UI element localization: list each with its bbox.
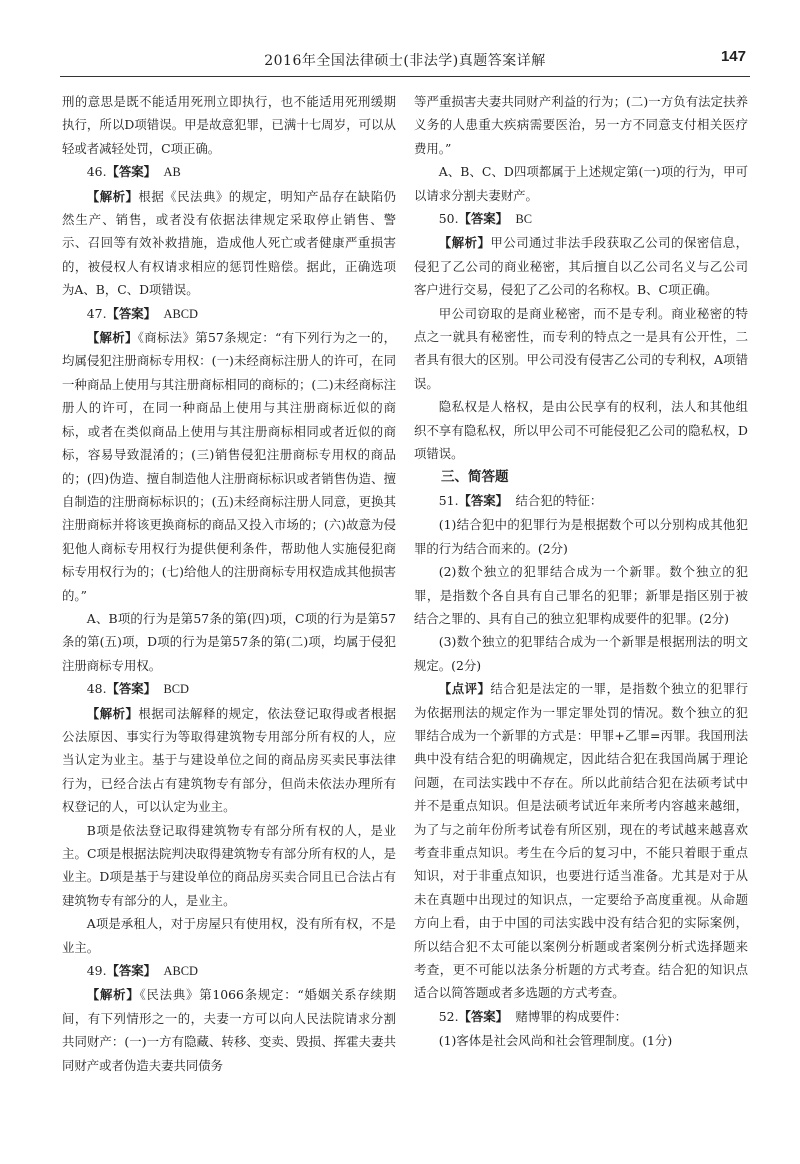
q49-number: 49. xyxy=(86,963,107,979)
q50-answer-line xyxy=(414,207,748,231)
q46-answer-line xyxy=(62,160,396,184)
answer-label: 【答案】 xyxy=(106,305,157,321)
analysis-label: 【解析】 xyxy=(86,705,139,721)
answer-label: 【答案】 xyxy=(106,963,157,979)
page-number: 147 xyxy=(720,48,746,65)
answer-label: 【答案】 xyxy=(106,681,157,697)
q45-continuation: 刑的意思是既不能适用死刑立即执行，也不能适用死刑缓期执行，所以D项错误。甲是故意犯罪，已满十七周岁，可以从轻或者减轻处罚，C项正确。 xyxy=(62,94,396,156)
q49-answer: ABCD xyxy=(163,964,198,979)
analysis-label: 【解析】 xyxy=(438,235,491,251)
q49-conclusion: A、B、C、D四项都属于上述规定第(一)项的行为，甲可以请求分割夫妻财产。 xyxy=(414,164,748,203)
comment-label: 【点评】 xyxy=(438,681,491,697)
q48-answer-line xyxy=(62,677,396,701)
analysis-label: 【解析】 xyxy=(86,188,139,204)
running-header xyxy=(60,48,750,77)
q49-continuation: 等严重损害夫妻共同财产利益的行为；(二)一方负有法定扶养义务的人患重大疾病需要医治，另一方不同意支付相关医疗费用。” xyxy=(414,94,748,156)
q46-answer: AB xyxy=(163,165,181,180)
q50-answer: BC xyxy=(515,212,533,227)
q48-extra-1: B项是依法登记取得建筑物专有部分所有权的人，是业主。C项是根据法院判决取得建筑物专有部分所有权的人，是业主。D项是基于与建设单位的商品房买卖合同且已合法占有建筑物专有部分的人，是业主。 xyxy=(62,822,396,908)
q50-analysis xyxy=(414,231,748,301)
q51-answer: 结合犯的特征： xyxy=(515,493,603,508)
header-title: 2016年全国法律硕士(非法学)真题答案详解 xyxy=(264,53,546,69)
q49-answer-line xyxy=(62,959,396,983)
section-heading: 三、简答题 xyxy=(441,468,509,485)
q48-analysis xyxy=(62,702,396,819)
right-column xyxy=(414,90,748,1053)
q52-number: 52. xyxy=(438,1008,459,1024)
q51-comment xyxy=(414,677,748,1005)
q51-number: 51. xyxy=(438,492,459,508)
q52-answer-line xyxy=(414,1005,748,1029)
answer-label: 【答案】 xyxy=(458,211,509,227)
q50-number: 50. xyxy=(438,211,459,227)
q48-analysis-text: 根据司法解释的规定，依法登记取得或者根据公法原因、事实行为等取得建筑物专用部分所有权的人，应当认定为业主。基于与建设单位之间的商品房买卖民事法律行为，已经合法占有建筑物专有部分，但尚未依法办理所有权登记的人，可以认定为业主。 xyxy=(62,705,397,815)
q51-comment-text: 结合犯是法定的一罪，是指数个独立的犯罪行为依据刑法的规定作为一罪定罪处罚的情况。数个独立的犯罪结合成为一个新罪的方式是：甲罪+乙罪=丙罪。我国刑法典中没有结合犯的明确规定，因此结合犯在我国尚属于理论问题，在司法实践中不存在。所以此前结合犯在法硕考试中并不是重点知识。但是法硕考试近年来所考内容越来越细，为了与之前年份所考试卷有所区别，现在的考试越来越喜欢考查非重点知识。考生在今后的复习中，不能只着眼于重点知识，对于非重点知识，也要进行适当准备。尤其是对于从未在真题中出现过的知识点，一定要给予高度重视。从命题方向上看，由于中国的司法实践中没有结合犯的实际案例，所以结合犯不太可能以案例分析题或者案例分析式选择题来考查，更不可能以法条分析题的方式考查。结合犯的知识点适合以简答题或者多选题的方式考查。 xyxy=(414,681,749,1001)
q50-analysis-text: 甲公司通过非法手段获取乙公司的保密信息，侵犯了乙公司的商业秘密，其后擅自以乙公司名义与乙公司客户进行交易，侵犯了乙公司的名称权。B、C项正确。 xyxy=(414,235,749,298)
q51-point-1: (1)结合犯中的犯罪行为是根据数个可以分别构成其他犯罪的行为结合而来的。(2分) xyxy=(414,517,748,556)
q52-answer: 赌博罪的构成要件： xyxy=(515,1009,628,1024)
q50-extra-1: 甲公司窃取的是商业秘密，而不是专利。商业秘密的特点之一就具有秘密性，而专利的特点之一是具有公开性，二者具有很大的区别。甲公司没有侵害乙公司的专利权，A项错误。 xyxy=(414,305,748,391)
q47-analysis xyxy=(62,326,396,607)
q46-analysis-text: 根据《民法典》的规定，明知产品存在缺陷仍然生产、销售，或者没有依据法律规定采取停止销售、警示、召回等有效补救措施，造成他人死亡或者健康严重损害的，被侵权人有权请求相应的惩罚性赔偿。据此，正确选项为A、B，C、D项错误。 xyxy=(62,188,397,298)
q48-number: 48. xyxy=(86,681,107,697)
q47-number: 47. xyxy=(86,305,107,321)
q47-answer-line xyxy=(62,302,396,326)
analysis-label: 【解析】 xyxy=(86,330,138,346)
answer-label: 【答案】 xyxy=(458,492,509,508)
q50-extra-2: 隐私权是人格权，是由公民享有的权利，法人和其他组织不享有隐私权，所以甲公司不可能侵犯乙公司的隐私权，D项错误。 xyxy=(414,399,748,462)
q49-analysis xyxy=(62,983,396,1077)
answer-label: 【答案】 xyxy=(458,1008,509,1024)
q52-point-1: (1)客体是社会风尚和社会管理制度。(1分) xyxy=(438,1033,673,1049)
q51-point-3: (3)数个独立的犯罪结合成为一个新罪是根据刑法的明文规定。(2分) xyxy=(414,634,748,673)
analysis-label: 【解析】 xyxy=(86,987,140,1003)
q48-extra-2: A项是承租人，对于房屋只有使用权，没有所有权，不是业主。 xyxy=(62,916,396,955)
q46-analysis xyxy=(62,185,396,302)
q49-analysis-text: 《民法典》第1066条规定：“婚姻关系存续期间，有下列情形之一的，夫妻一方可以向人民法院请求分割共同财产：(一)一方有隐藏、转移、变卖、毁损、挥霍夫妻共同财产或者伪造夫妻共同债务 xyxy=(62,987,397,1073)
q48-answer: BCD xyxy=(163,682,189,697)
answer-label: 【答案】 xyxy=(106,164,157,180)
q47-answer: ABCD xyxy=(163,306,198,321)
q47-extra: A、B项的行为是第57条的第(四)项，C项的行为是第57条的第(五)项，D项的行为是第57条的第(二)项，均属于侵犯注册商标专用权。 xyxy=(62,610,396,673)
q46-number: 46. xyxy=(86,164,107,180)
q51-answer-line xyxy=(414,489,748,513)
q51-point-2: (2)数个独立的犯罪结合成为一个新罪。数个独立的犯罪，是指数个各自具有自己罪名的犯罪；新罪是指区别于被结合之罪的、具有自己的独立犯罪构成要件的犯罪。(2分) xyxy=(414,564,748,626)
q47-analysis-text: 《商标法》第57条规定：“有下列行为之一的，均属侵犯注册商标专用权：(一)未经商标注册人的许可，在同一种商品上使用与其注册商标相同的商标的；(二)未经商标注册人的许可，在同一种商品上使用与其注册商标近似的商标，或者在类似商品上使用与其注册商标相同或者近似的商标，容易导致混淆的；(三)销售侵犯注册商标专用权的商品的；(四)伪造、擅自制造他人注册商标标识或者销售伪造、擅自制造的注册商标标识的；(五)未经商标注册人同意，更换其注册商标并将该更换商标的商品又投入市场的；(六)故意为侵犯他人商标专用权行为提供便利条件，帮助他人实施侵犯商标专用权行为的；(七)给他人的注册商标专用权造成其他损害的。” xyxy=(62,330,396,603)
left-column xyxy=(62,90,396,1077)
